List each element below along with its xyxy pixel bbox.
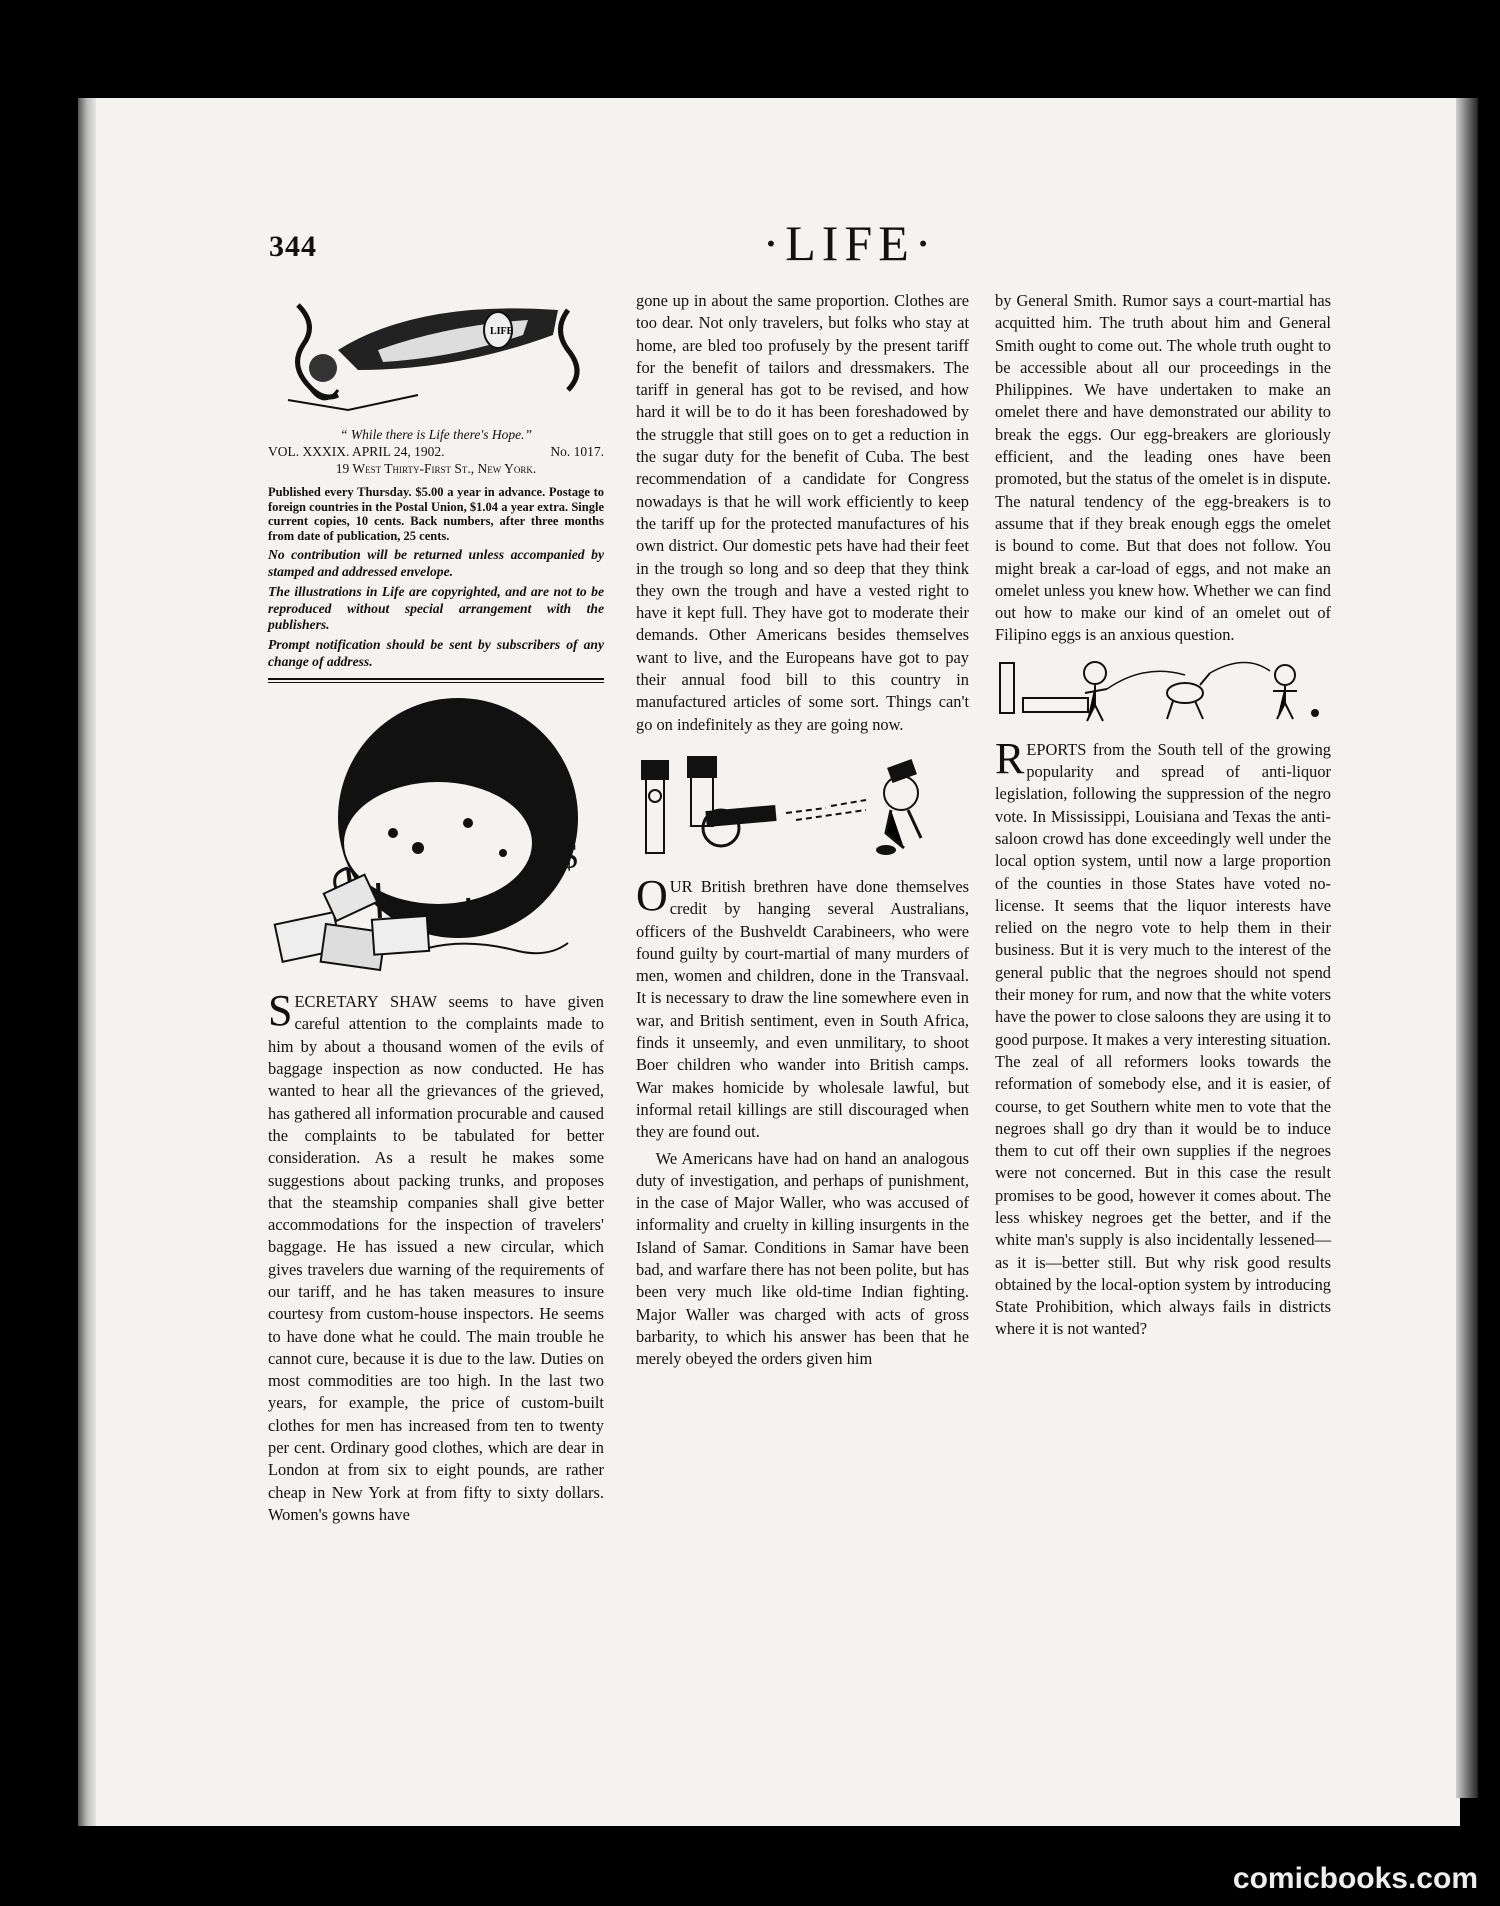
column-1 bbox=[268, 290, 604, 1526]
masthead-rule bbox=[268, 678, 604, 683]
article-shaw-body: seems to have given careful attention to the complaints made to him by about a thousand women of the evils of baggage inspection as now conducted. He has wanted to hear all the grievances of the grieved, has gathered all information procurable and caused the complaints to be tabulated for better consideration. As a result he makes some suggestions about packing trunks, and proposes that the steamship companies shall give better accommodations for the inspection of travelers' baggage. He has issued a new circular, which gives travelers due warning of the requirements of our tariff, and he has taken measures to insure courtesy from custom-house inspectors. He seems to have done what he could. The main trouble he cannot cure, because it is due to the law. Duties on most commodities are too high. In the last two years, for example, the price of custom-built clothes for men has increased from ten to twenty per cent. Ordinary good clothes, which are dear in London at from six to eight pounds, are rather cheap in New York at from fifty to sixty dollars. Women's gowns have bbox=[268, 992, 604, 1524]
life-logo-illustration bbox=[268, 290, 604, 420]
notice-contributions: No contribution will be returned unless accompanied by stamped and addressed envelope. bbox=[268, 547, 604, 579]
address: 19 West Thirty-First St., New York. bbox=[335, 461, 537, 477]
lead-secretary-shaw: ECRETARY SHAW bbox=[294, 992, 437, 1012]
pig-money-illustration bbox=[268, 693, 604, 983]
volume-date: VOL. XXXIX. APRIL 24, 1902. bbox=[268, 444, 445, 460]
facing-page-edge bbox=[1456, 98, 1478, 1798]
cannon-soldiers-illustration bbox=[636, 748, 969, 866]
notice-address-change: Prompt notification should be sent by subscribers of any change of address. bbox=[268, 637, 604, 669]
publication-info: Published every Thursday. $5.00 a year in advance. Postage to foreign countries in the Postal Union, $1.04 a year extra. Single current copies, 10 cents. Back numbers, after three months from date of publication, 25 cents. bbox=[268, 485, 604, 543]
article-british-body: British brethren have done themselves credit by hanging several Australians, officers of the Bushveldt Carabineers, who were found guilty by court-martial of many murders of men, women and children, done in the Transvaal. It is necessary to draw the line somewhere even in war, and British sentiment, even in South Africa, finds it unseemly, and even unmilitary, to shoot Boer children who wander into British camps. War makes homicide by wholesale lawful, but informal retail killings are still discouraged when they are found out. bbox=[636, 876, 969, 1142]
masthead-title: ·LIFE· bbox=[762, 215, 938, 271]
logo-text: LIFE bbox=[490, 326, 514, 337]
article-shaw bbox=[268, 986, 604, 1526]
masthead-info bbox=[268, 426, 604, 477]
column-2 bbox=[636, 290, 969, 1370]
watermark: comicbooks.com bbox=[1232, 1862, 1478, 1895]
motto: “ While there is Life there's Hope.” bbox=[340, 427, 532, 443]
notice-copyright: The illustrations in Life are copyrighted, and are not to be reproduced without special arrangement with the publishers. bbox=[268, 584, 604, 632]
issue-number: No. 1017. bbox=[550, 444, 604, 460]
omelet-cartoon-illustration bbox=[995, 653, 1331, 725]
volume-line bbox=[268, 443, 604, 460]
dropcap-s: S bbox=[268, 986, 293, 1036]
binding-shadow bbox=[78, 98, 96, 1826]
dropcap-r: R bbox=[995, 733, 1025, 783]
dropcap-o: O bbox=[636, 870, 668, 920]
article-reports bbox=[995, 733, 1331, 1341]
masthead-box bbox=[268, 290, 604, 683]
article-reports-body: from the South tell of the growing popularity and spread of anti-liquor legislation, following the suppression of the negro vote. In Mississippi, Louisiana and Texas the anti-saloon crowd has done exceedingly well under the local option system, until now a large proportion of the counties in those States have voted no-license. It seems that the liquor interests have relied on the negro vote to help them in their business. But it is very much to the interest of the general public that the negroes should not spend their money for rum, and now that the white voters have the power to close saloons they are using it to good purpose. It makes a very interesting situation. The zeal of all reformers looks towards the reformation of somebody else, and it is easier, of course, to get Southern white men to vote that the negroes shall go dry than it would be to induce them to cut off their own supplies if the negroes were not concerned. But in this case the result promises to be good, however it comes about. The less whiskey negroes get the better, and if the white man's supply is also incidentally lessened—as it is—better still. But why risk good results obtained by the local-option system by introducing State Prohibition, which always fails in districts where it is not wanted? bbox=[995, 739, 1331, 1339]
article-british bbox=[636, 870, 969, 1144]
article-philippines-continued: by General Smith. Rumor says a court-martial has acquitted him. The truth about him and General Smith ought to come out. The whole truth ought to be accessible about all our proceedings in the Philippines. We have undertaken to make an omelet there and have demonstrated our ability to break the eggs. Our egg-breakers are gloriously efficient, and the leading ones have been promoted, but the status of the omelet is in dispute. The natural tendency of the egg-breakers is to assume that if they break enough eggs the omelet is bound to come. But that does not follow. You might break a car-load of eggs, and not make an omelet unless you knew how. Whether we can find out how to make our kind of an omelet out of Filipino eggs is an anxious question. bbox=[995, 291, 1331, 645]
article-americans: We Americans have had on hand an analogous duty of investigation, and perhaps of punishment, in the case of Major Waller, who was accused of informality and cruelty in killing insurgents in the Island of Samar. Conditions in Samar have been bad, and warfare there has not been polite, but has been very much like old-time Indian fighting. Major Waller was charged with acts of gross barbarity, to which his answer has been that he merely obeyed the orders given him bbox=[636, 1148, 969, 1369]
lead-our: UR bbox=[669, 876, 693, 896]
page-number: 344 bbox=[269, 230, 317, 263]
column-3 bbox=[995, 290, 1331, 1341]
lead-reports: EPORTS bbox=[1026, 739, 1087, 759]
article-tariff-continued: gone up in about the same proportion. Clothes are too dear. Not only travelers, but folks who stay at home, are bled too profusely by the present tariff for the benefit of tailors and dressmakers. The tariff in general has got to be revised, and how hard it will be to do it has been foreshadowed by the struggle that still goes on to get a reduction in the sugar duty for the benefit of Cuba. The best recommendation of a candidate for Congress nowadays is that he will work efficiently to keep the tariff up for the protected manufactures of his own district. Our domestic pets have had their feet in the trough so long and so deep that they think they own the trough and have a vested right to have it kept full. They have got to moderate their demands. Other Americans besides themselves want to live, and the Europeans have got to pay their annual food bill to this country in manufactured articles of some sort. Things can't go on indefinitely as they are going now. bbox=[636, 291, 969, 734]
svg-text:$: $ bbox=[560, 836, 578, 877]
